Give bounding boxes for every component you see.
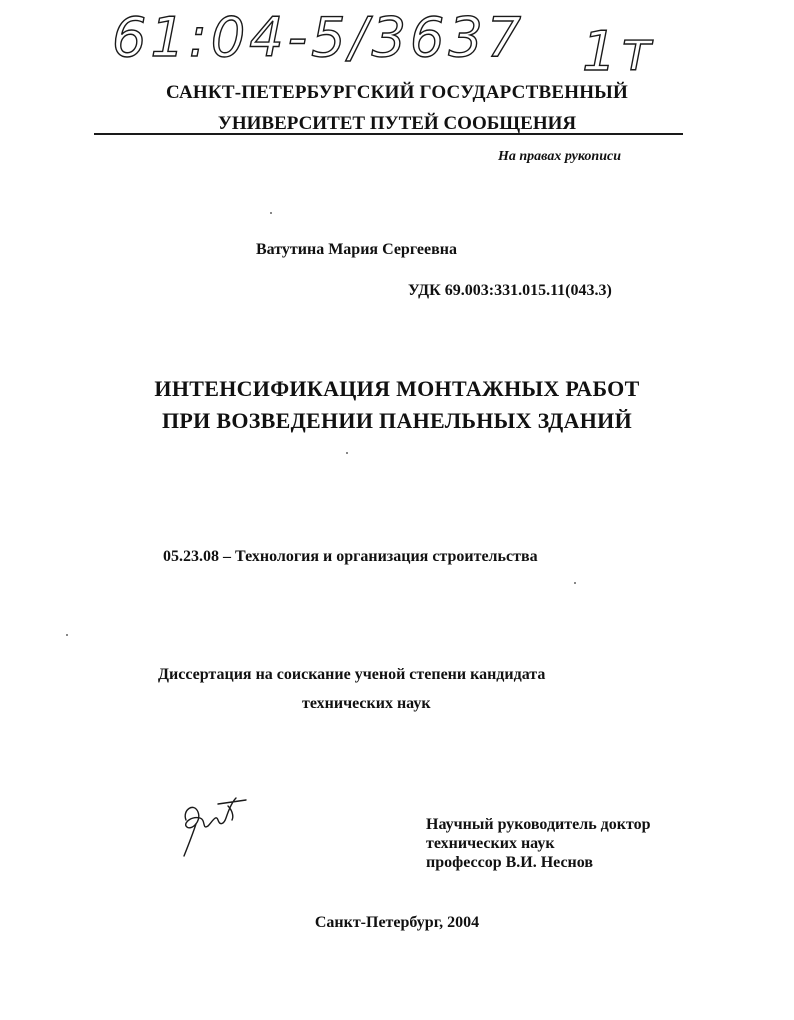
- supervisor-line2: технических наук: [426, 835, 555, 852]
- university-name-line1: САНКТ-ПЕТЕРБУРГСКИЙ ГОСУДАРСТВЕННЫЙ: [165, 82, 629, 103]
- specialty-code: 05.23.08 – Технология и организация строительства: [163, 548, 538, 565]
- scan-speck: [66, 634, 68, 636]
- city-year: Санкт-Петербург, 2004: [314, 914, 480, 931]
- signature-icon: [172, 780, 252, 860]
- supervisor-block: [426, 815, 651, 872]
- author-name: Ватутина Мария Сергеевна: [256, 241, 457, 258]
- archive-tag-text: 1т: [582, 20, 656, 74]
- degree-line2: технических наук: [302, 695, 431, 712]
- scan-speck: [346, 452, 348, 454]
- scan-speck: [270, 212, 272, 214]
- archive-code-text: 61:04-5/3637: [112, 6, 526, 69]
- supervisor-line3: профессор В.И. Неснов: [426, 854, 594, 871]
- udk-code: УДК 69.003:331.015.11(043.3): [408, 282, 612, 299]
- header-divider: [94, 133, 683, 135]
- rights-note: На правах рукописи: [498, 149, 621, 164]
- degree-line1: Диссертация на соискание ученой степени кандидата: [158, 666, 546, 683]
- scan-speck: [574, 582, 576, 584]
- dissertation-title-line1: ИНТЕНСИФИКАЦИЯ МОНТАЖНЫХ РАБОТ: [154, 376, 640, 401]
- university-name-line2: УНИВЕРСИТЕТ ПУТЕЙ СООБЩЕНИЯ: [217, 113, 577, 134]
- dissertation-title-line2: ПРИ ВОЗВЕДЕНИИ ПАНЕЛЬНЫХ ЗДАНИЙ: [161, 408, 633, 433]
- handwritten-archive-code: [112, 4, 672, 74]
- supervisor-line1: Научный руководитель доктор: [426, 816, 651, 833]
